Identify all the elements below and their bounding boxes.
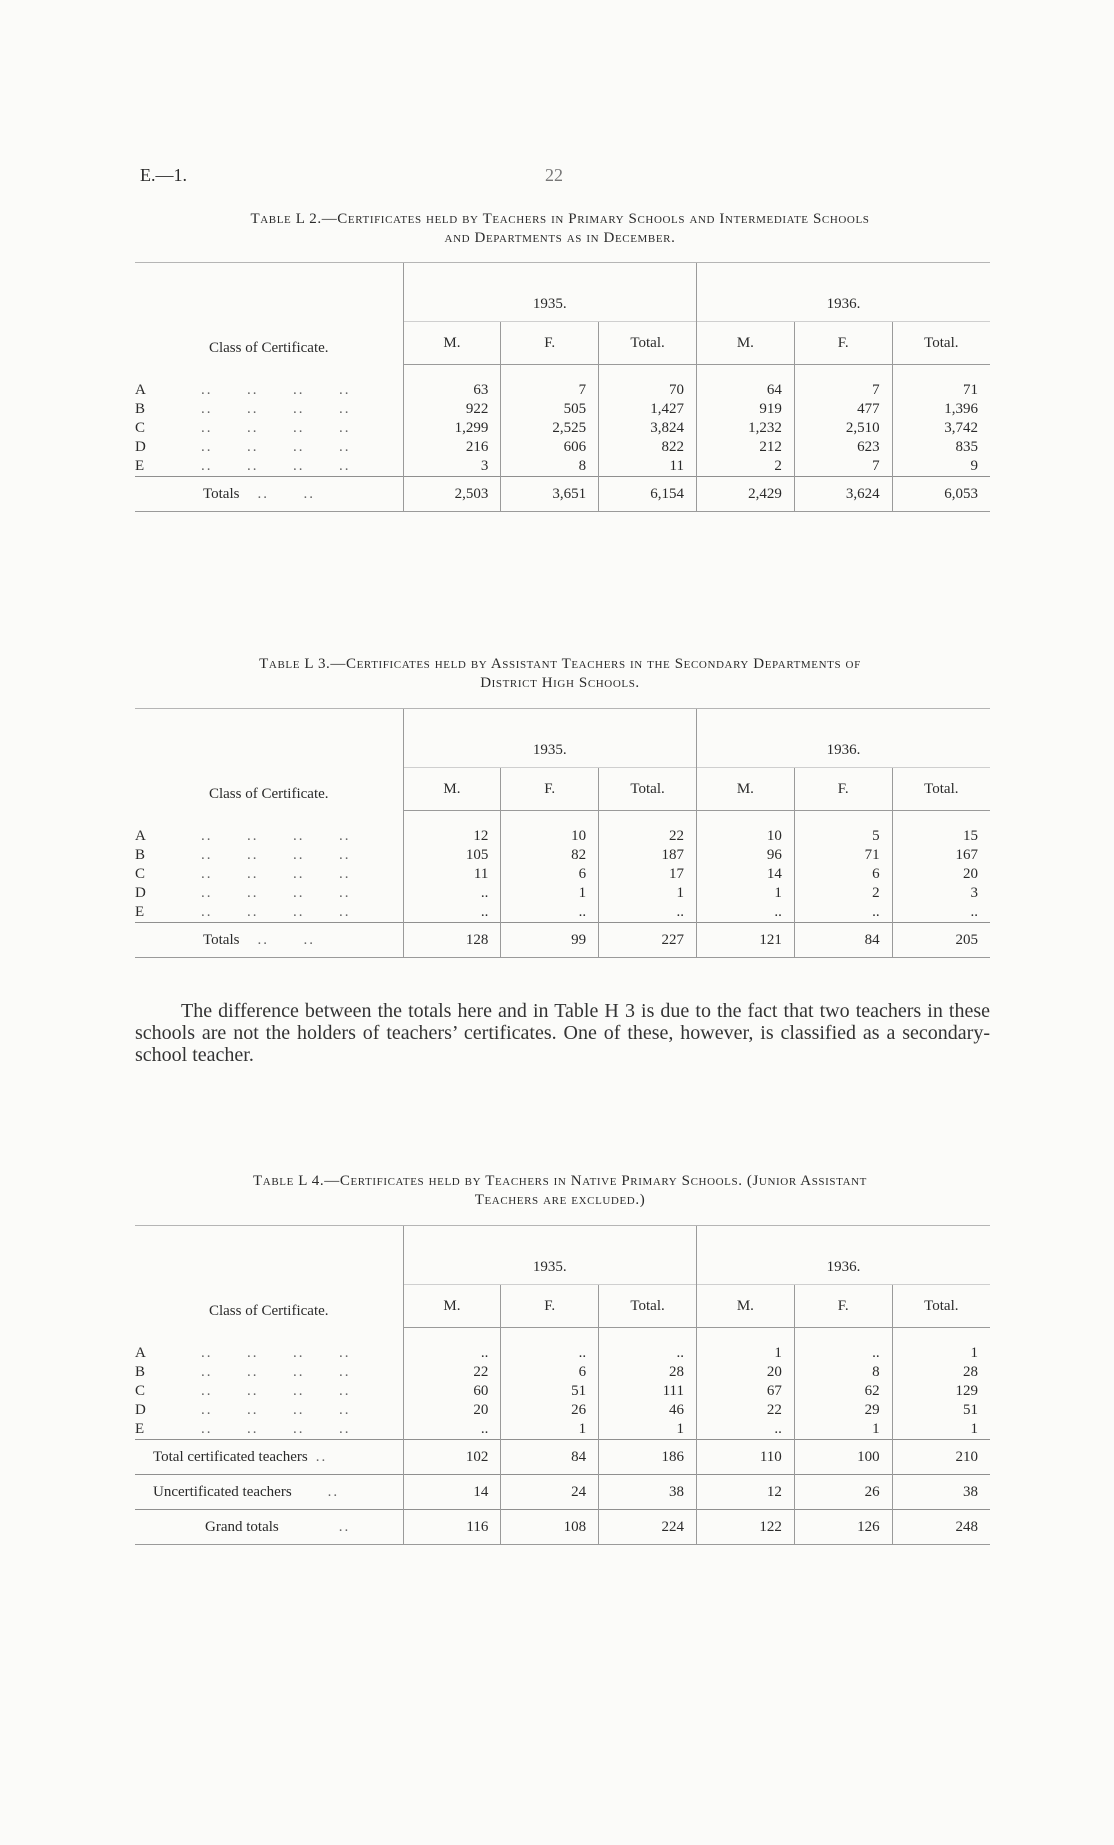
row-label: D xyxy=(135,885,146,901)
cell: 5 xyxy=(794,827,892,846)
row-label: B xyxy=(135,847,146,863)
row-label: D xyxy=(135,439,146,455)
cell: 15 xyxy=(892,827,990,846)
cell: .. xyxy=(501,1344,599,1363)
table-row: C .. .. .. .. 1,299 2,525 3,824 1,232 2,510 3,742 xyxy=(135,419,990,438)
cell: 1 xyxy=(696,884,794,903)
column-header: Total. xyxy=(892,1285,990,1328)
table-l3-caption xyxy=(130,655,990,693)
column-header: Total. xyxy=(599,322,697,365)
cell: 129 xyxy=(892,1382,990,1401)
cell: .. xyxy=(403,903,501,923)
cell: 82 xyxy=(501,846,599,865)
cell: 167 xyxy=(892,846,990,865)
cell: 477 xyxy=(794,400,892,419)
year-header: 1935. xyxy=(403,263,696,322)
cell: 20 xyxy=(403,1401,501,1420)
cell: .. xyxy=(403,884,501,903)
total-certificated-label: Total certificated teachers xyxy=(153,1448,308,1465)
cell: 116 xyxy=(403,1510,501,1545)
cell: 7 xyxy=(501,381,599,400)
cell: 6,154 xyxy=(599,477,697,512)
cell: 1 xyxy=(501,1420,599,1440)
cell: 7 xyxy=(794,381,892,400)
row-label: A xyxy=(135,382,146,398)
cell: 62 xyxy=(794,1382,892,1401)
cell: 3 xyxy=(892,884,990,903)
cell: .. xyxy=(501,903,599,923)
column-header: M. xyxy=(403,322,501,365)
cell: 1,396 xyxy=(892,400,990,419)
uncertificated-label: Uncertificated teachers xyxy=(153,1483,292,1500)
cell: 28 xyxy=(599,1363,697,1382)
cell: 121 xyxy=(696,923,794,958)
cell: 1 xyxy=(794,1420,892,1440)
cell: 102 xyxy=(403,1440,501,1475)
column-header: F. xyxy=(501,322,599,365)
column-header: M. xyxy=(696,768,794,811)
cell: 99 xyxy=(501,923,599,958)
cell: 922 xyxy=(403,400,501,419)
cell: 70 xyxy=(599,381,697,400)
row-label: E xyxy=(135,458,145,474)
totals-row: Totals .. .. 128 99 227 121 84 205 xyxy=(135,923,990,958)
cell: 623 xyxy=(794,438,892,457)
row-label: E xyxy=(135,1421,145,1437)
explanatory-paragraph xyxy=(135,1000,990,1066)
page-header xyxy=(140,165,974,189)
cell: 3,742 xyxy=(892,419,990,438)
table-row: D .. .. .. .. 216 606 822 212 623 835 xyxy=(135,438,990,457)
caption-line: District High Schools. xyxy=(480,675,640,691)
cell: 14 xyxy=(696,865,794,884)
document-code: E.—1. xyxy=(140,165,187,185)
cell: 210 xyxy=(892,1440,990,1475)
cell: 51 xyxy=(501,1382,599,1401)
row-label: C xyxy=(135,866,146,882)
table-row: B .. .. .. .. 922 505 1,427 919 477 1,396 xyxy=(135,400,990,419)
column-header: F. xyxy=(794,322,892,365)
table-l4 xyxy=(135,1225,990,1545)
cell: .. xyxy=(403,1344,501,1363)
cell: 26 xyxy=(501,1401,599,1420)
cell: 224 xyxy=(599,1510,697,1545)
caption-line: Table L 3.—Certificates held by Assistant Teachers in the Secondary Departments of xyxy=(259,656,861,672)
cell: 1 xyxy=(599,884,697,903)
column-header: F. xyxy=(794,1285,892,1328)
cell: 100 xyxy=(794,1440,892,1475)
year-header: 1936. xyxy=(696,1226,990,1285)
cell: 6 xyxy=(501,1363,599,1382)
cell: 63 xyxy=(403,381,501,400)
total-certificated-row: Total certificated teachers .. 102 84 186 110 100 210 xyxy=(135,1440,990,1475)
cell: 128 xyxy=(403,923,501,958)
table-l3 xyxy=(135,708,990,958)
row-label: A xyxy=(135,828,146,844)
cell: 227 xyxy=(599,923,697,958)
table-row: A .. .. .. .. 12 10 22 10 5 15 xyxy=(135,827,990,846)
cell: 6,053 xyxy=(892,477,990,512)
table-l2 xyxy=(135,262,990,512)
column-header: F. xyxy=(501,768,599,811)
cell: 46 xyxy=(599,1401,697,1420)
cell: 6 xyxy=(794,865,892,884)
cell: .. xyxy=(696,903,794,923)
cell: 22 xyxy=(403,1363,501,1382)
year-header: 1936. xyxy=(696,263,990,322)
cell: 1,427 xyxy=(599,400,697,419)
cell: 6 xyxy=(501,865,599,884)
table-row: A .. .. .. .. .. .. .. 1 .. 1 xyxy=(135,1344,990,1363)
table-l4-caption xyxy=(130,1172,990,1210)
year-header: 1935. xyxy=(403,709,696,768)
column-header: M. xyxy=(696,1285,794,1328)
cell: 3,824 xyxy=(599,419,697,438)
paragraph-text: The difference between the totals here and in Table H 3 is due to the fact that two teachers in these schools are not the holders of teachers’ certificates. One of these, however, is classified as a secondary-school teacher. xyxy=(135,1000,990,1066)
cell: 29 xyxy=(794,1401,892,1420)
cell: 8 xyxy=(794,1363,892,1382)
cell: 186 xyxy=(599,1440,697,1475)
row-label: E xyxy=(135,904,145,920)
cell: 3,651 xyxy=(501,477,599,512)
column-header: Total. xyxy=(892,322,990,365)
column-header: M. xyxy=(403,1285,501,1328)
cell: .. xyxy=(403,1420,501,1440)
cell: 110 xyxy=(696,1440,794,1475)
cell: 67 xyxy=(696,1382,794,1401)
row-label: D xyxy=(135,1402,146,1418)
column-header: Total. xyxy=(599,768,697,811)
cell: 3 xyxy=(403,457,501,477)
cell: 14 xyxy=(403,1475,501,1510)
cell: 11 xyxy=(599,457,697,477)
cell: 84 xyxy=(794,923,892,958)
cell: 1 xyxy=(892,1420,990,1440)
cell: 505 xyxy=(501,400,599,419)
row-label: B xyxy=(135,401,146,417)
uncertificated-row: Uncertificated teachers .. 14 24 38 12 26 38 xyxy=(135,1475,990,1510)
caption-line: Table L 4.—Certificates held by Teachers in Native Primary Schools. (Junior Assistant xyxy=(253,1173,867,1189)
cell: 1 xyxy=(696,1344,794,1363)
cell: 1 xyxy=(599,1420,697,1440)
cell: 20 xyxy=(696,1363,794,1382)
table-row: B .. .. .. .. 105 82 187 96 71 167 xyxy=(135,846,990,865)
table-row: C .. .. .. .. 11 6 17 14 6 20 xyxy=(135,865,990,884)
cell: 3,624 xyxy=(794,477,892,512)
cell: 2 xyxy=(696,457,794,477)
cell: 248 xyxy=(892,1510,990,1545)
cell: 606 xyxy=(501,438,599,457)
column-header: F. xyxy=(794,768,892,811)
cell: 20 xyxy=(892,865,990,884)
cell: 11 xyxy=(403,865,501,884)
table-row: E .. .. .. .. .. 1 1 .. 1 1 xyxy=(135,1420,990,1440)
grand-totals-label: Grand totals xyxy=(205,1518,279,1535)
cell: 108 xyxy=(501,1510,599,1545)
table-row: E .. .. .. .. 3 8 11 2 7 9 xyxy=(135,457,990,477)
class-of-certificate-header: Class of Certificate. xyxy=(135,1226,403,1328)
cell: 38 xyxy=(599,1475,697,1510)
year-header: 1936. xyxy=(696,709,990,768)
row-label: C xyxy=(135,1383,146,1399)
cell: 26 xyxy=(794,1475,892,1510)
class-of-certificate-header: Class of Certificate. xyxy=(135,263,403,365)
cell: 7 xyxy=(794,457,892,477)
cell: 9 xyxy=(892,457,990,477)
cell: 212 xyxy=(696,438,794,457)
cell: 919 xyxy=(696,400,794,419)
column-header: Total. xyxy=(892,768,990,811)
cell: 1 xyxy=(501,884,599,903)
caption-line: Teachers are excluded.) xyxy=(474,1192,646,1208)
table-row: C .. .. .. .. 60 51 111 67 62 129 xyxy=(135,1382,990,1401)
cell: 71 xyxy=(794,846,892,865)
column-header: F. xyxy=(501,1285,599,1328)
totals-row: Totals .. .. 2,503 3,651 6,154 2,429 3,624 6,053 xyxy=(135,477,990,512)
cell: 22 xyxy=(599,827,697,846)
cell: 2,510 xyxy=(794,419,892,438)
cell: 28 xyxy=(892,1363,990,1382)
column-header: Total. xyxy=(599,1285,697,1328)
cell: 8 xyxy=(501,457,599,477)
column-header: M. xyxy=(696,322,794,365)
cell: 216 xyxy=(403,438,501,457)
totals-label: Totals xyxy=(203,931,240,948)
cell: 835 xyxy=(892,438,990,457)
cell: 122 xyxy=(696,1510,794,1545)
table-row: B .. .. .. .. 22 6 28 20 8 28 xyxy=(135,1363,990,1382)
page-number: 22 xyxy=(545,165,563,185)
cell: 1 xyxy=(892,1344,990,1363)
table-row: E .. .. .. .. .. .. .. .. .. .. xyxy=(135,903,990,923)
caption-line: and Departments as in December. xyxy=(444,230,676,246)
cell: 126 xyxy=(794,1510,892,1545)
cell: 1,299 xyxy=(403,419,501,438)
cell: 12 xyxy=(403,827,501,846)
cell: 64 xyxy=(696,381,794,400)
cell: 24 xyxy=(501,1475,599,1510)
totals-label: Totals xyxy=(203,485,240,502)
class-of-certificate-header: Class of Certificate. xyxy=(135,709,403,811)
cell: .. xyxy=(599,903,697,923)
cell: 2,525 xyxy=(501,419,599,438)
cell: 38 xyxy=(892,1475,990,1510)
cell: 205 xyxy=(892,923,990,958)
cell: 2,429 xyxy=(696,477,794,512)
cell: 10 xyxy=(696,827,794,846)
cell: 111 xyxy=(599,1382,697,1401)
cell: 84 xyxy=(501,1440,599,1475)
cell: .. xyxy=(794,903,892,923)
cell: 187 xyxy=(599,846,697,865)
table-row: D .. .. .. .. .. 1 1 1 2 3 xyxy=(135,884,990,903)
cell: 12 xyxy=(696,1475,794,1510)
cell: 105 xyxy=(403,846,501,865)
year-header: 1935. xyxy=(403,1226,696,1285)
cell: .. xyxy=(892,903,990,923)
caption-line: Table L 2.—Certificates held by Teachers in Primary Schools and Intermediate Schools xyxy=(250,211,870,227)
cell: 10 xyxy=(501,827,599,846)
cell: 2,503 xyxy=(403,477,501,512)
grand-totals-row: Grand totals .. 116 108 224 122 126 248 xyxy=(135,1510,990,1545)
cell: 1,232 xyxy=(696,419,794,438)
row-label: B xyxy=(135,1364,146,1380)
cell: 71 xyxy=(892,381,990,400)
cell: .. xyxy=(696,1420,794,1440)
table-row: A .. .. .. .. 63 7 70 64 7 71 xyxy=(135,381,990,400)
cell: .. xyxy=(599,1344,697,1363)
cell: 17 xyxy=(599,865,697,884)
table-l2-caption xyxy=(130,210,990,248)
cell: 822 xyxy=(599,438,697,457)
cell: 2 xyxy=(794,884,892,903)
cell: .. xyxy=(794,1344,892,1363)
row-label: A xyxy=(135,1345,146,1361)
cell: 96 xyxy=(696,846,794,865)
cell: 60 xyxy=(403,1382,501,1401)
cell: 51 xyxy=(892,1401,990,1420)
row-label: C xyxy=(135,420,146,436)
cell: 22 xyxy=(696,1401,794,1420)
table-row: D .. .. .. .. 20 26 46 22 29 51 xyxy=(135,1401,990,1420)
column-header: M. xyxy=(403,768,501,811)
